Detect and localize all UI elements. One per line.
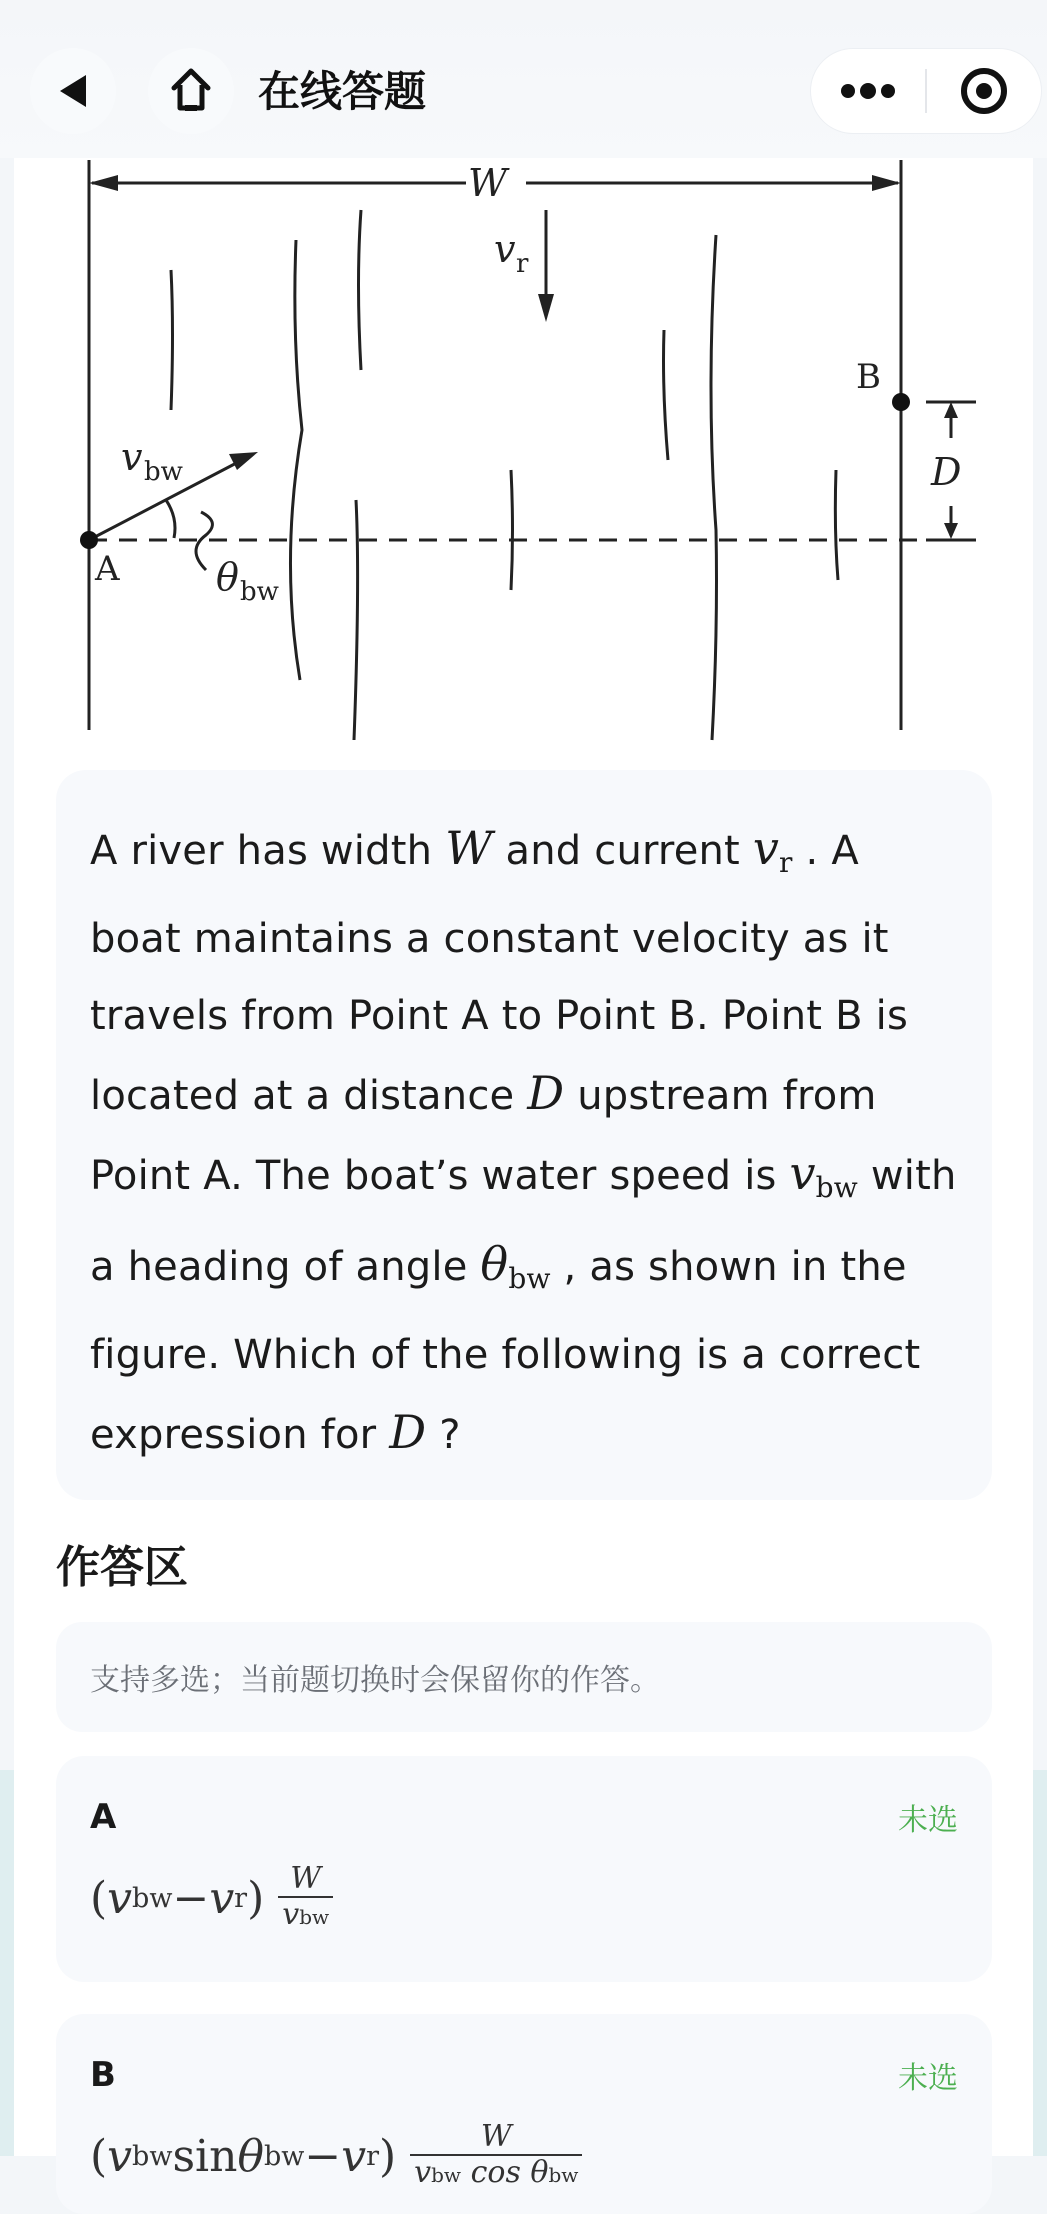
- option-expression: ( v bw sin θ bw − v r ) $\frac{W}{\text{vbw cos θbw}}$: [90, 2116, 958, 2196]
- answer-section-title: 作答区: [56, 1542, 188, 1593]
- river-diagram: [56, 140, 992, 760]
- answer-hint-text: 支持多选；当前题切换时会保留你的作答。: [90, 1663, 660, 1698]
- option-status: 未选: [898, 1803, 958, 1838]
- label-vr-sub: r: [516, 249, 529, 279]
- answer-hint: [56, 1622, 992, 1732]
- option-a-card[interactable]: [56, 1756, 992, 1982]
- question-figure: [56, 140, 992, 760]
- option-b-card[interactable]: [56, 2014, 992, 2214]
- fraction: $\frac{W}{\text{vbw}}$: [278, 1862, 333, 1934]
- home-icon: [171, 68, 211, 114]
- label-d: D: [931, 450, 962, 494]
- option-letter: A: [90, 1797, 117, 1837]
- more-button[interactable]: [811, 48, 925, 134]
- page-title: 在线答题: [258, 67, 427, 116]
- angle-arc: [166, 500, 175, 538]
- label-theta-sub: bw: [240, 577, 279, 607]
- label-vbw: v: [121, 435, 143, 479]
- label-theta: θ: [216, 555, 239, 599]
- more-dots-icon: [840, 83, 896, 99]
- close-target-icon: [959, 66, 1009, 116]
- mini-program-capsule: [810, 48, 1042, 134]
- question-card: [56, 770, 992, 1500]
- fraction: $\frac{W}{\text{vbw cos θbw}}$: [410, 2120, 582, 2192]
- top-navigation-bar: [0, 0, 1047, 158]
- label-vr: v: [494, 227, 516, 271]
- label-w: W: [468, 161, 508, 205]
- option-expression: ( v bw − v r ) $\frac{W}{\text{vbw}}$: [90, 1858, 958, 1938]
- back-button[interactable]: [30, 48, 116, 134]
- point-b-dot: [892, 393, 910, 411]
- point-a-dot: [80, 531, 98, 549]
- option-letter: B: [90, 2055, 116, 2095]
- home-button[interactable]: [148, 48, 234, 134]
- back-arrow-icon: [56, 73, 90, 109]
- close-mini-program-button[interactable]: [927, 48, 1041, 134]
- option-status: 未选: [898, 2061, 958, 2096]
- label-b: B: [856, 357, 881, 397]
- arrowheads: [89, 175, 958, 539]
- label-a: A: [95, 549, 120, 589]
- label-vbw-sub: bw: [144, 457, 183, 487]
- question-text: A river has width W and current $v_r$ . A boat maintains a constant velocity as it travels from Point A to Point B. Point B is located at a distance D upstream from Point A. The boat’s water speed is $v_{bw}$ with a heading of angle $\theta_{bw}$ , as shown in the figure. Which of the following is a correct expression for D ?: [90, 821, 957, 1459]
